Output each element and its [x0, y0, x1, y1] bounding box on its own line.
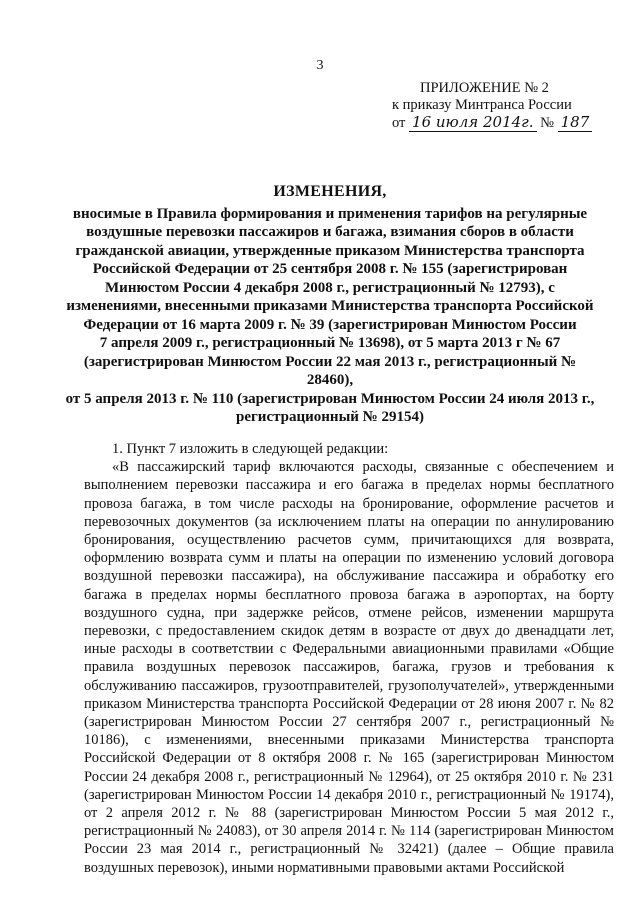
- title-line: (зарегистрирован Минюстом России 22 мая 2013 г., регистрационный № 28460),: [83, 353, 577, 388]
- title-line: 7 апреля 2009 г., регистрационный № 13698), от 5 марта 2013 г № 67: [99, 335, 561, 351]
- title-line: Российской Федерации от 25 сентября 2008 г. № 155 (зарегистрирован: [92, 261, 568, 277]
- title-line: Минюстом России 4 декабря 2008 г., регистрационный № 12793), с: [105, 279, 555, 296]
- title-line: вносимые в Правила формирования и применения тарифов на регулярные: [72, 205, 588, 222]
- annex-block: [392, 80, 622, 132]
- annex-handwritten-number: 187: [558, 113, 593, 132]
- title-line: регистрационный № 29154): [236, 409, 424, 425]
- title-heading: ИЗМЕНЕНИЯ,: [273, 183, 387, 200]
- body-paragraph-quote: «В пассажирский тариф включаются расходы, связанные с обеспечением и выполнением перевозки пассажира и его багажа в пределах нормы бесплатного провоза багажа, в том числе расходы на бронирование, оформление расчетов и перевозочных документов (за исключением платы на операции по аннулированию бронирования, осуществлению расчетов сумм, причитающихся для возврата, оформлению возврата сумм и платы на операции по изменению условий договора воздушной перевозки пассажира), на обслуживание пассажира и обработку его багажа в пределах нормы бесплатного провоза багажа в аэропортах, на борту воздушного судна, при задержке рейсов, отмене рейсов, изменении маршрута перевозки, с предоставлением скидок детям в возрасте от двух до двенадцати лет, иные расходы в соответствии с Федеральными авиационными правилами «Общие правила воздушных перевозок пассажиров, багажа, грузов и требования к обслуживанию пассажиров, грузоотправителей, грузополучателей», утвержденными приказом Министерства транспорта Российской Федерации от 28 июня 2007 г. № 82 (зарегистрирован Минюстом России 27 сентября 2007 г., регистрационный № 10186), с изменениями, внесенными приказами Министерства транспорта Российской Федерации от 8 октября 2008 г. № 165 (зарегистрирован Минюстом России 24 декабря 2008 г., регистрационный № 12964), от 25 октября 2010 г. № 231 (зарегистрирован Минюстом России 14 декабря 2010 г., регистрационный № 19174), от 2 апреля 2012 г. № 88 (зарегистрирован Минюстом России 5 мая 2012 г., регистрационный № 24083), от 30 апреля 2014 г. № 114 (зарегистрирован Минюстом России 23 мая 2014 г., регистрационный № 32421) (далее – Общие правила воздушных перевозок), иными нормативными правовыми актами Российской: [84, 459, 614, 876]
- annex-number-label: №: [540, 115, 554, 131]
- annex-order-reference: к приказу Минтранса России: [392, 97, 572, 113]
- title-line: от 5 апреля 2013 г. № 110 (зарегистрирован Минюстом России 24 июля 2013 г.,: [65, 390, 595, 407]
- document-body: [84, 440, 614, 877]
- title-line: воздушные перевозки пассажиров и багажа, взимания сборов в области: [86, 224, 574, 240]
- title-line: гражданской авиации, утвержденные приказом Министерства транспорта: [75, 242, 585, 259]
- title-line: Федерации от 16 марта 2009 г. № 39 (зарегистрирован Минюстом России: [83, 316, 577, 333]
- annex-date-number-line: [392, 114, 622, 132]
- page-number: 3: [316, 58, 324, 73]
- annex-title: ПРИЛОЖЕНИЕ № 2: [420, 80, 549, 96]
- body-paragraph-item-1: 1. Пункт 7 изложить в следующей редакции:: [112, 441, 389, 457]
- annex-handwritten-date: 16 июля 2014г.: [409, 113, 537, 132]
- title-line: изменениями, внесенными приказами Министерства транспорта Российской: [66, 298, 594, 314]
- annex-from-label: от: [392, 115, 406, 131]
- document-title: [60, 183, 600, 427]
